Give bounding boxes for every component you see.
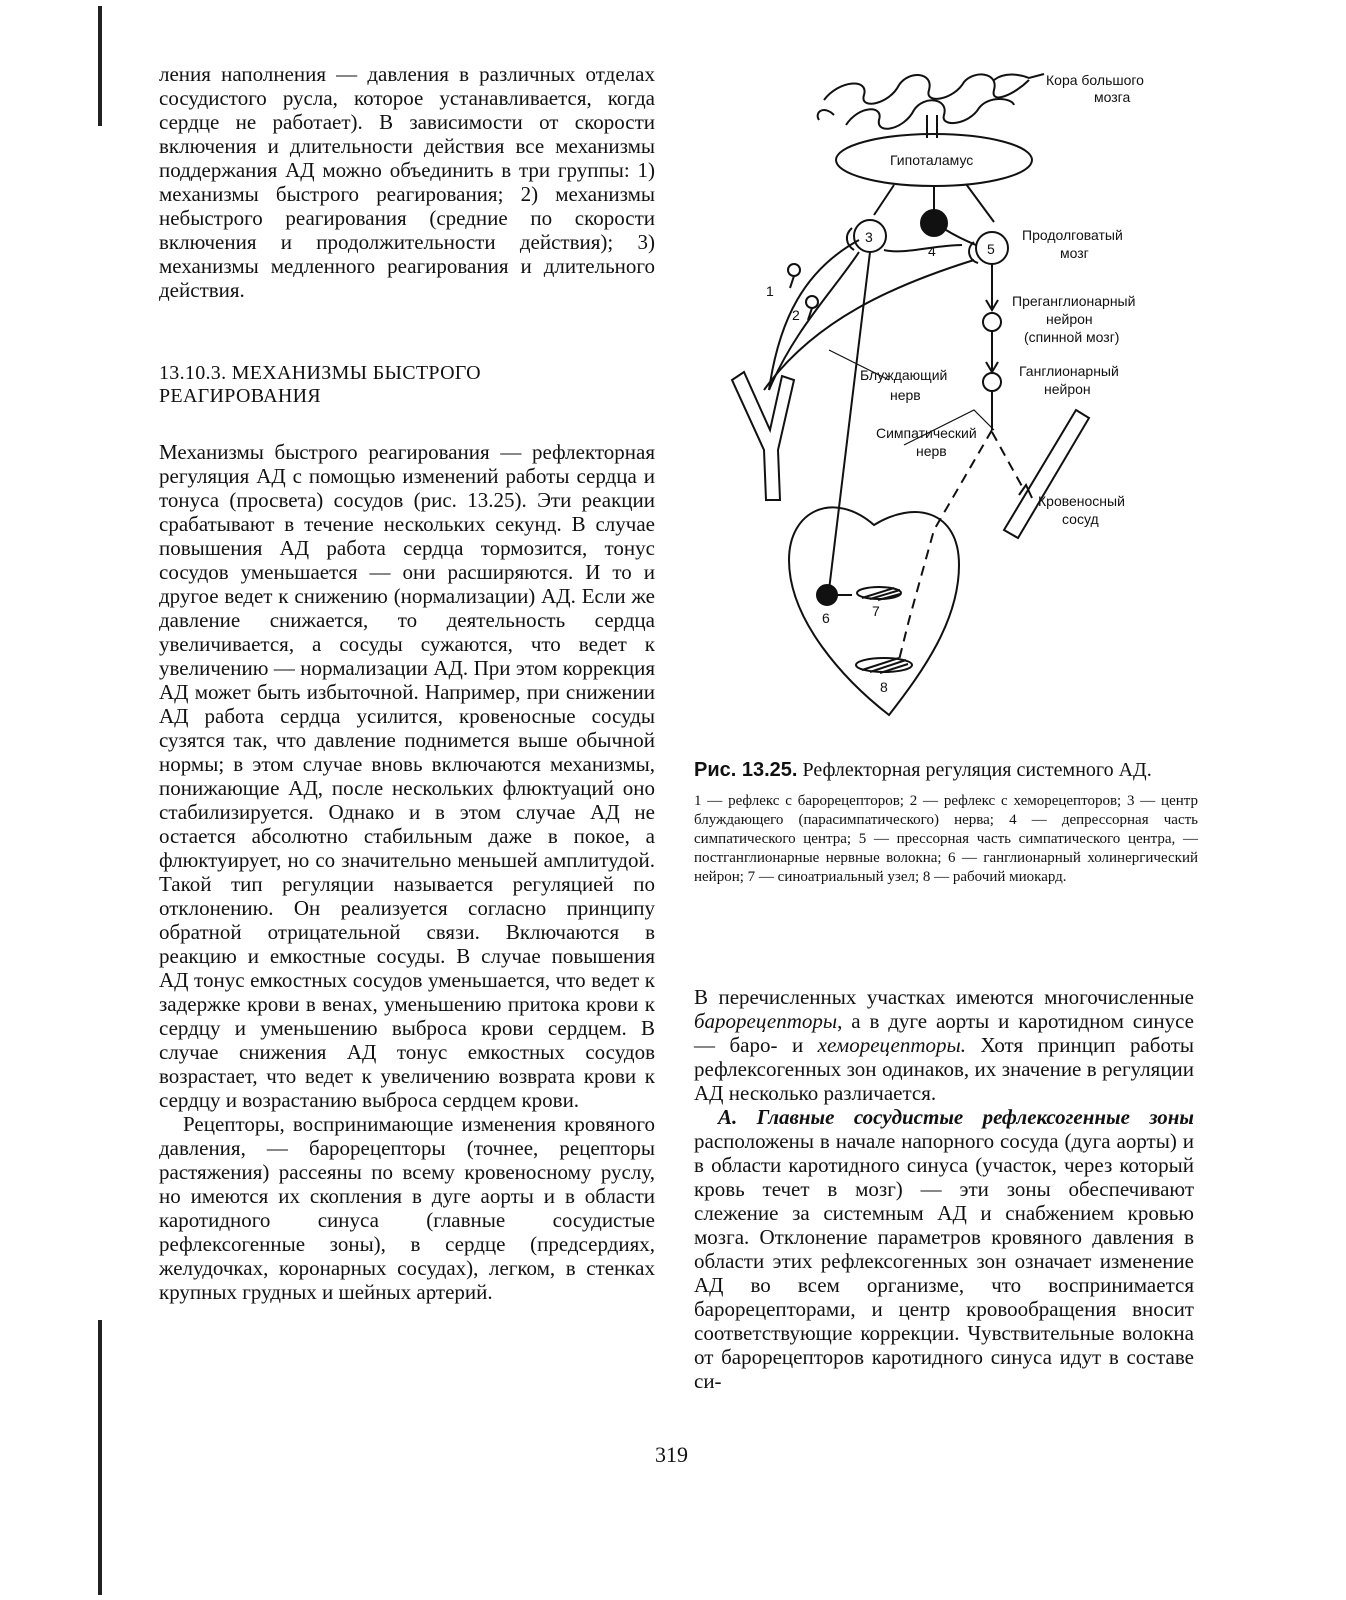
text-span: В перечисленных участках имеются многочисленные	[694, 985, 1194, 1009]
label-preganglionic-2: нейрон	[1046, 311, 1093, 327]
paragraph-intro: ления наполнения — давления в различных отделах сосудистого русла, которое устанавливается, когда сердце не работает). В зависимости от скорости включения и длительности действия все механизмы поддержания АД можно объединить в три группы: 1) механизмы быстрого реагирования; 2) механизмы небыстрого реагирования (средние по скорости включения и продолжительности действия); 3) механизмы медленного реагирования и длительного действия.	[159, 62, 655, 302]
figure-diagram	[694, 60, 1194, 745]
label-ganglionic-1: Ганглионарный	[1019, 363, 1119, 379]
page-number: 319	[655, 1442, 688, 1467]
paragraph-fast-mechanisms: Механизмы быстрого реагирования — рефлекторная регуляция АД с помощью изменений работы сердца и тонуса (просвета) сосудов (рис. 13.25). Эти реакции срабатывают в течение нескольких секунд. В случае повышения АД работа сердца тормозится, тонус сосудов уменьшается — они расширяются. И то и другое ведет к снижению (нормализации) АД. Если же давление снижается, то деятельность сердца увеличивается, а сосуды сужаются, что ведет к увеличению — нормализации АД. При этом коррекция АД может быть избыточной. Например, при снижении АД работа сердца усилится, кровеносные сосуды сузятся так, что давление поднимется выше обычной нормы; в этом случае вновь включаются механизмы, понижающие АД, после нескольких флюктуаций оно стабилизируется. Однако и в этом случае АД не остается абсолютно стабильным даже в покое, а флюктуирует, но со значительно меньшей амплитудой. Такой тип регуляции называется регуляцией по отклонению. Он реализуется согласно принципу обратной отрицательной связи. Включаются в реакцию и емкостные сосуды. В случае повышения АД тонус емкостных сосудов уменьшается, что ведет к задержке крови в венах, уменьшению притока крови к сердцу и уменьшению выброса крови сердцем. В случае снижения АД тонус емкостных сосудов возрастает, что ведет к увеличению возврата крови к сердцу и возрастанию выброса сердцем крови.	[159, 440, 655, 1112]
text-span: Хотя принцип работы рефлексогенных зон одинаков, их значение в регуляции АД несколько различается.	[694, 1033, 1194, 1105]
label-hypothalamus: Гипоталамус	[890, 152, 974, 168]
label-ganglionic-2: нейрон	[1044, 381, 1091, 397]
figure-caption	[694, 758, 1198, 887]
paragraph-receptor-zones	[694, 985, 1194, 1105]
binding-edge-line	[98, 1320, 102, 1595]
label-cortex-1: Кора большого	[1046, 72, 1144, 88]
number-5: 5	[987, 241, 995, 257]
center-4-circle	[921, 210, 947, 236]
cortex-gyri-drawing	[818, 74, 1044, 129]
term-baroreceptors: барорецепторы	[694, 1009, 838, 1033]
paragraph-main-zones	[694, 1105, 1194, 1393]
left-column	[159, 62, 655, 1304]
label-cortex-2: мозга	[1094, 89, 1131, 105]
label-preganglionic-1: Преганглионарный	[1012, 293, 1136, 309]
carotid-vessel-drawing	[732, 372, 794, 500]
label-medulla-1: Продолговатый	[1022, 227, 1123, 243]
label-sympathetic-2: нерв	[916, 443, 947, 459]
number-2: 2	[792, 307, 800, 323]
figure-reflex-regulation	[694, 60, 1194, 745]
section-heading-line1: 13.10.3. МЕХАНИЗМЫ БЫСТРОГО	[159, 362, 481, 384]
preganglionic-neuron	[983, 313, 1001, 331]
term-main-zones: А. Главные сосудистые рефлексогенные зоны	[718, 1105, 1194, 1129]
caption-title	[694, 758, 1198, 782]
label-vagus-2: нерв	[890, 387, 921, 403]
label-preganglionic-3: (спинной мозг)	[1024, 329, 1120, 345]
caption-legend: 1 — рефлекс с барорецепторов; 2 — рефлекс с хеморецепторов; 3 — центр блуждающего (парасимпатического) нерва; 4 — депрессорная часть симпатического центра; 5 — прессорная часть симпатического центра, — постганглионарные нервные волокна; 6 — ганглионарный холинергический нейрон; 7 — синоатриальный узел; 8 — рабочий миокард.	[694, 793, 1198, 885]
label-vagus-1: Блуждающий	[860, 367, 948, 383]
paragraph-receptors: Рецепторы, воспринимающие изменения кровяного давления, — барорецепторы (точнее, рецепторы растяжения) рассеяны по всему кровеносному руслу, но имеются их скопления в дуге аорты и в области каротидного синуса (главные сосудистые рефлексогенные зоны), в сердце (предсердиях, желудочках, коронарных сосудах), легком, в стенках крупных грудных и шейных артерий.	[159, 1112, 655, 1304]
label-vessel-1: Кровеносный	[1038, 493, 1125, 509]
label-vessel-2: сосуд	[1062, 511, 1099, 527]
ganglionic-neuron	[983, 373, 1001, 391]
vagus-nerve-line	[829, 252, 870, 590]
binding-edge-line	[98, 6, 102, 126]
text-span: расположены в начале напорного сосуда (дуга аорты) и в области каротидного синуса (участок, через который кровь течет в мозг) — эти зоны обеспечивают слежение за системным АД и снабжением кровью мозга. Отклонение параметров кровяного давления в области этих рефлексогенных зон означает изменение АД во всем организме, что воспринимается барорецепторами, и центр кровообращения вносит соответствующие коррекции. Чувствительные волокна от барорецепторов каротидного синуса идут в составе си-	[694, 1129, 1194, 1393]
number-4: 4	[928, 243, 936, 259]
number-3: 3	[865, 229, 873, 245]
caption-fig-ref: Рис. 13.25.	[694, 759, 798, 781]
neuron-6	[817, 585, 837, 605]
section-heading-line2: РЕАГИРОВАНИЯ	[159, 385, 321, 407]
label-medulla-2: мозг	[1060, 245, 1089, 261]
label-sympathetic-1: Симпатический	[876, 425, 977, 441]
number-1: 1	[766, 283, 774, 299]
number-6: 6	[822, 610, 830, 626]
text-span: , а в дуге аорты и каротидном синусе — баро- и	[694, 1009, 1194, 1057]
right-column	[694, 985, 1194, 1393]
number-8: 8	[880, 679, 888, 695]
caption-title-text: Рефлекторная регуляция системного АД.	[802, 759, 1152, 781]
term-chemoreceptors: хеморецепторы.	[817, 1033, 966, 1057]
number-7: 7	[872, 603, 880, 619]
section-heading	[159, 362, 655, 408]
